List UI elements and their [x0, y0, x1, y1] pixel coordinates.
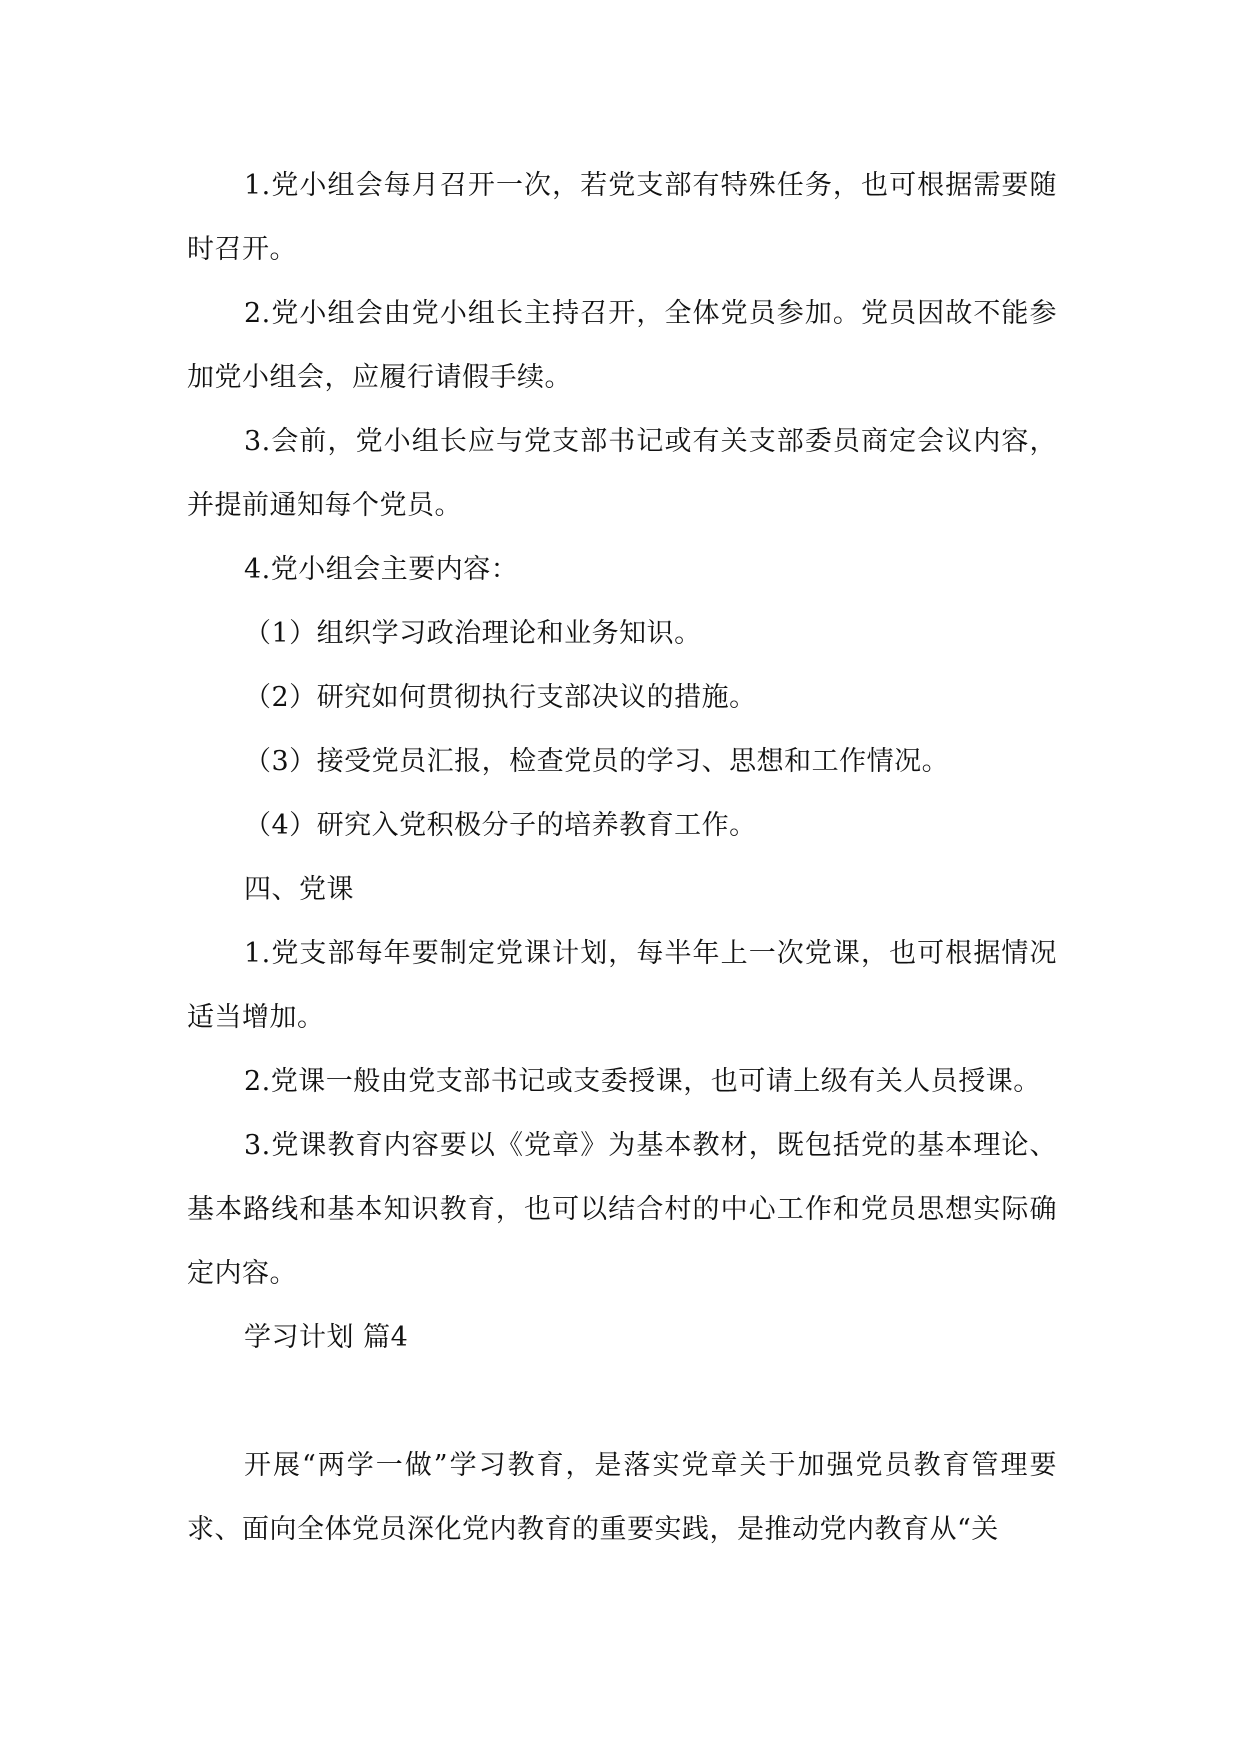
- paragraph-two-studies: 开展“两学一做”学习教育，是落实党章关于加强党员教育管理要求、面向全体党员深化党内教育的重要实践，是推动党内教育从“关: [187, 1450, 1057, 1545]
- paragraph-lesson-teacher: 2.党课一般由党支部书记或支委授课，也可请上级有关人员授课。: [244, 1066, 1041, 1097]
- paragraph-lesson-plan: 1.党支部每年要制定党课计划，每半年上一次党课，也可根据情况适当增加。: [187, 938, 1057, 1033]
- list-item: （3）接受党员汇报，检查党员的学习、思想和工作情况。: [244, 746, 950, 777]
- paragraph-meeting-host: 2.党小组会由党小组长主持召开，全体党员参加。党员因故不能参加党小组会，应履行请假手续。: [187, 298, 1057, 393]
- list-item: （2）研究如何贯彻执行支部决议的措施。: [244, 682, 757, 713]
- section-heading-party-lesson: 四、党课: [244, 874, 354, 905]
- paragraph-lesson-content: 3.党课教育内容要以《党章》为基本教材，既包括党的基本理论、基本路线和基本知识教育，也可以结合村的中心工作和党员思想实际确定内容。: [187, 1130, 1057, 1289]
- paragraph-main-content-heading: 4.党小组会主要内容：: [244, 554, 519, 585]
- list-item: （4）研究入党积极分子的培养教育工作。: [244, 810, 757, 841]
- paragraph-meeting-preparation: 3.会前，党小组长应与党支部书记或有关支部委员商定会议内容，并提前通知每个党员。: [187, 426, 1057, 521]
- paragraph-meeting-frequency: 1.党小组会每月召开一次，若党支部有特殊任务，也可根据需要随时召开。: [187, 170, 1057, 265]
- section-heading-study-plan: 学习计划 篇4: [244, 1322, 409, 1353]
- list-item: （1）组织学习政治理论和业务知识。: [244, 618, 702, 649]
- blank-line: [187, 1370, 1057, 1434]
- document-body: [187, 154, 1057, 1562]
